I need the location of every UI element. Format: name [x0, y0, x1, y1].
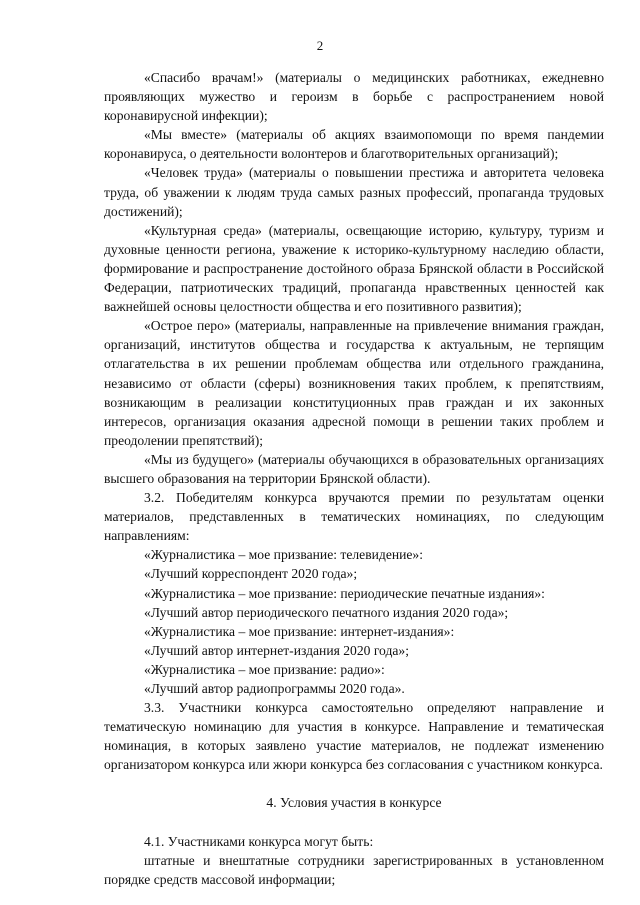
paragraph-3-2: 3.2. Победителям конкурса вручаются премии по результатам оценки материалов, представленных в тематических номинациях, по следующим направлениям: — [104, 490, 604, 544]
nomination-print-best: «Лучший автор периодического печатного издания 2020 года»; — [144, 604, 509, 620]
page-number: 2 — [316, 38, 324, 53]
paragraph-sharp-pen: «Острое перо» (материалы, направленные на привлечение внимания граждан, организаций, институтов общества и государства к актуальным, не терпящим отлагательства в их решении проблемам общества или отдельного гражданина, независимо от области (сферы) возникновения таких проблем, к препятствиям, возникающим в реализации конституционных прав граждан и их законных интересов, организация оказания адресной помощи в решении таких проблем и преодолении препятствий); — [104, 318, 604, 448]
paragraph-3-3: 3.3. Участники конкурса самостоятельно определяют направление и тематическую номинацию для участия в конкурсе. Направление и тематическая номинация, в которых заявлено участие материалов, не подлежат изменению организатором конкурса или жюри конкурса без согласования с участником конкурса. — [104, 700, 604, 773]
nomination-print: «Журналистика – мое призвание: периодические печатные издания»: — [144, 585, 545, 601]
nomination-tv-best: «Лучший корреспондент 2020 года»; — [144, 566, 358, 582]
nomination-internet-best: «Лучший автор интернет-издания 2020 года»; — [144, 642, 409, 658]
paragraph-4-1: 4.1. Участниками конкурса могут быть: — [144, 833, 374, 849]
nomination-internet: «Журналистика – мое призвание: интернет-издания»: — [144, 623, 455, 639]
paragraph-from-future: «Мы из будущего» (материалы обучающихся в образовательных организациях высшего образования на территории Брянской области). — [104, 451, 604, 486]
paragraph-we-together: «Мы вместе» (материалы об акциях взаимопомощи по время пандемии коронавируса, о деятельности волонтеров и благотворительных организаций); — [104, 127, 604, 162]
section-heading: 4. Условия участия в конкурсе — [266, 795, 442, 811]
paragraph-thank-doctors: «Спасибо врачам!» (материалы о медицинских работниках, ежедневно проявляющих мужество и героизм в борьбе с распространением новой коронавирусной инфекции); — [104, 70, 604, 124]
nomination-radio-best: «Лучший автор радиопрограммы 2020 года». — [144, 681, 405, 696]
nomination-radio: «Журналистика – мое призвание: радио»: — [144, 661, 385, 677]
paragraph-4-1-item: штатные и внештатные сотрудники зарегистрированных в установленном порядке средств массовой информации; — [104, 852, 604, 887]
nomination-tv: «Журналистика – мое призвание: телевидение»: — [144, 547, 424, 563]
paragraph-cultural-environment: «Культурная среда» (материалы, освещающие историю, культуру, туризм и духовные ценности региона, уважение к историко-культурному наследию области, формирование и распространение достойного образа Брянской области в Российской Федерации, патриотических традиций, пропаганда нравственных ценностей как важнейшей основы целостности общества и его позитивного развития); — [104, 222, 604, 315]
document-body — [104, 68, 604, 889]
paragraph-person-of-labor: «Человек труда» (материалы о повышении престижа и авторитета человека труда, об уважении к людям труда самых разных профессий, пропаганда трудовых достижений); — [104, 165, 604, 219]
